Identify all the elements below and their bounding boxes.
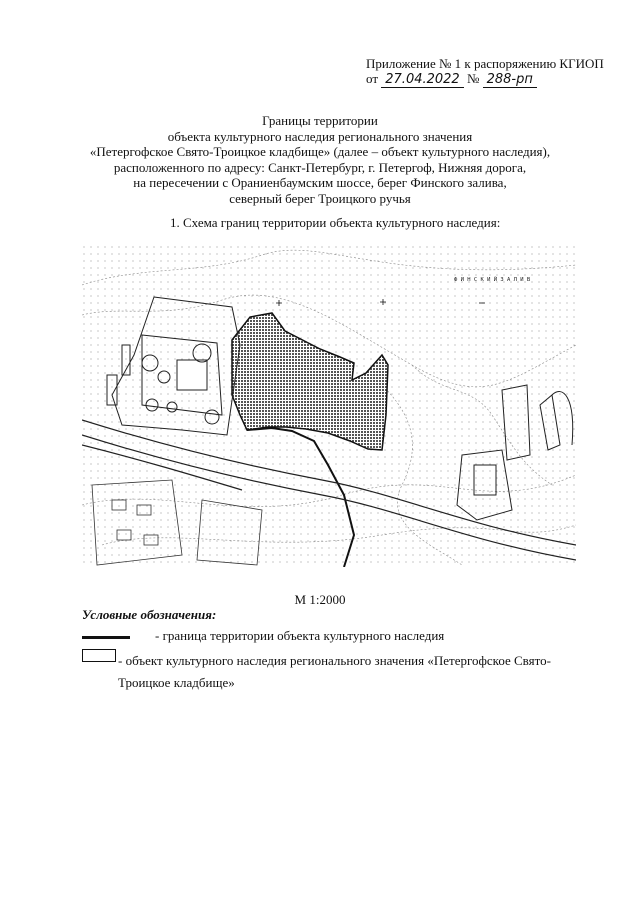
legend-heading: Условные обозначения: xyxy=(82,607,217,622)
order-number-label: № xyxy=(466,71,480,86)
legend-boundary-symbol xyxy=(82,636,130,639)
title-line: расположенного по адресу: Санкт-Петербург, г. Петергоф, Нижняя дорога, xyxy=(113,159,527,175)
title-line: Границы территории xyxy=(262,113,378,128)
map-drawing xyxy=(82,245,576,567)
title-line: северный берег Троицкого ручья xyxy=(229,190,411,206)
title-line: объекта культурного наследия регионального значения xyxy=(167,128,473,144)
order-reference xyxy=(366,71,537,88)
title-line: на пересечении с Ораниенбаумским шоссе, берег Финского залива, xyxy=(133,175,507,190)
legend-object-symbol xyxy=(82,649,116,662)
map-corner-label: Ф И Н С К И Й З А Л И В xyxy=(454,277,531,283)
section-heading: 1. Схема границ территории объекта культурного наследия: xyxy=(170,215,501,230)
title-line: «Петергофское Свято-Троицкое кладбище» (далее – объект культурного наследия), xyxy=(89,144,551,159)
order-prefix: от xyxy=(366,71,379,86)
appendix-line: Приложение № 1 к распоряжению КГИОП xyxy=(366,56,604,71)
legend-boundary-text: - граница территории объекта культурного наследия xyxy=(155,628,445,643)
map-scale: М 1:2000 xyxy=(294,592,346,607)
order-number: 288-рп xyxy=(483,72,537,88)
document-title xyxy=(60,113,580,206)
order-date: 27.04.2022 xyxy=(381,72,463,88)
boundary-map xyxy=(82,245,576,567)
legend-object-text: - объект культурного наследия регионального значения «Петергофское Свято-Троицкое кладбище» xyxy=(118,653,551,690)
